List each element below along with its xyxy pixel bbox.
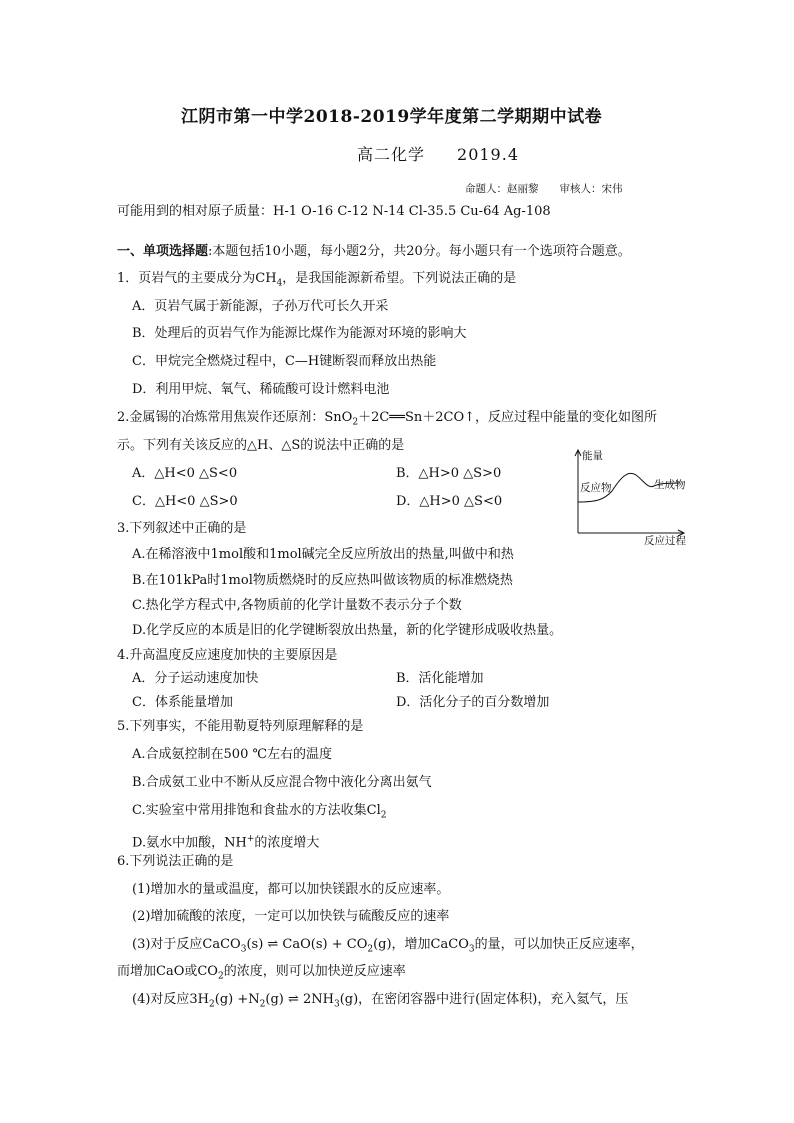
q3-option-a: A.在稀溶液中1mol酸和1mol碱完全反应所放出的热量,叫做中和热 (132, 547, 514, 562)
atomic-masses: 可能用到的相对原子质量：H-1 O-16 C-12 N-14 Cl-35.5 Cu-64 Ag-108 (117, 204, 551, 219)
q6-item-3-l2-sub: 2 (217, 971, 224, 982)
q1-option-b: B．处理后的页岩气作为能源比煤作为能源对环境的影响大 (132, 326, 467, 341)
section1-desc: :本题包括10小题，每小题2分，共20分。每小题只有一个选项符合题意。 (208, 244, 631, 259)
q1-stem-sub: 4 (276, 278, 283, 289)
q6-item-4-t3: (g) ⇌ 2NH (265, 992, 334, 1007)
q6-item-3-line2 (117, 963, 406, 986)
graph-reactant-label: 反应物 (580, 482, 612, 494)
q4-option-b: B．活化能增加 (396, 671, 484, 686)
section1-title: 一、单项选择题 (117, 244, 209, 259)
q2-option-c: C．△H<0 △S>0 (132, 494, 238, 509)
exam-authors (465, 180, 623, 198)
q2-option-d: D．△H>0 △S<0 (396, 494, 503, 509)
q2-stem-line1 (117, 409, 657, 432)
q6-item-4-s1: 2 (209, 999, 215, 1010)
q5-option-c-sub: 2 (380, 810, 387, 821)
q5-stem: 5.下列事实，不能用勒夏特列原理解释的是 (117, 719, 364, 734)
q1-option-c: C．甲烷完全燃烧过程中，C—H键断裂而释放出热能 (132, 354, 437, 369)
q6-item-3-t2: (s) ⇌ CaO(s) + CO (246, 937, 368, 952)
q2-stem-line2: 示。下列有关该反应的△H、△S的说法中正确的是 (117, 438, 405, 453)
q6-item-3-l2-t2: 的浓度，则可以加快逆反应速率 (223, 964, 406, 979)
q5-option-d-text2: 的浓度增大 (254, 835, 320, 851)
q6-item-3 (132, 936, 644, 959)
q6-item-3-s1: 3 (240, 944, 247, 955)
section1-heading (117, 243, 631, 261)
setter-label: 命题人：赵丽黎 (465, 183, 539, 195)
q6-item-3-s2: 2 (367, 944, 374, 955)
exam-date: 2019.4 (457, 145, 519, 164)
q1-stem-text: 1．页岩气的主要成分为CH (117, 271, 277, 286)
q6-item-3-t4: 的量，可以加快正反应速率， (474, 937, 644, 952)
q5-option-d (132, 830, 319, 852)
q6-stem: 6.下列说法正确的是 (117, 854, 234, 869)
q6-item-1: (1)增加水的量或温度，都可以加快镁跟水的反应速率。 (132, 882, 450, 897)
q6-item-4-t4: (g)，在密闭容器中进行(固定体积)，充入氦气，压 (339, 992, 629, 1007)
q1-option-a: A．页岩气属于新能源，子孙万代可长久开采 (132, 299, 389, 314)
q6-item-3-t1: (3)对于反应CaCO (132, 937, 241, 952)
q5-option-d-text: D.氨水中加酸，NH (132, 835, 247, 851)
q6-item-2: (2)增加硫酸的浓度，一定可以加快铁与硫酸反应的速率 (132, 909, 450, 924)
q4-option-d: D．活化分子的百分数增加 (396, 695, 550, 710)
q3-option-b: B.在101kPa时1mol物质燃烧时的反应热叫做该物质的标准燃烧热 (132, 573, 513, 588)
q6-item-4 (132, 991, 628, 1014)
q5-option-c (132, 802, 386, 825)
q2-option-b: B．△H>0 △S>0 (396, 466, 502, 481)
energy-diagram (566, 445, 696, 547)
q5-option-a: A.合成氨控制在500 ℃左右的温度 (132, 747, 333, 762)
q6-item-4-s3: 3 (333, 999, 340, 1010)
graph-ylabel: 能量 (582, 450, 603, 462)
q1-option-d: D．利用甲烷、氧气、稀硫酸可设计燃料电池 (132, 382, 390, 397)
reviewer-label: 审核人：宋伟 (559, 183, 623, 195)
q5-option-c-text: C.实验室中常用排饱和食盐水的方法收集Cl (132, 803, 381, 818)
q6-item-3-t3: (g)，增加CaCO (373, 937, 469, 952)
q2-stem-text2: ＋2C══Sn＋2CO↑，反应过程中能量的变化如图所 (358, 410, 657, 425)
q3-option-c: C.热化学方程式中,各物质前的化学计量数不表示分子个数 (132, 598, 462, 613)
q4-option-a: A．分子运动速度加快 (132, 671, 259, 686)
q3-stem: 3.下列叙述中正确的是 (117, 521, 247, 536)
exam-subject: 高二化学 (357, 145, 426, 164)
q6-item-4-s2: 2 (259, 999, 266, 1010)
q1-stem (117, 270, 516, 293)
q5-option-b: B.合成氨工业中不断从反应混合物中液化分离出氨气 (132, 775, 432, 790)
graph-product-label: 生成物 (654, 479, 686, 491)
q6-item-4-t2: (g) +N (214, 992, 260, 1007)
q2-option-a: A．△H<0 △S<0 (132, 466, 238, 481)
exam-subject-line (357, 146, 519, 164)
q5-option-d-sup: + (246, 834, 255, 844)
q4-stem: 4.升高温度反应速度加快的主要原因是 (117, 648, 338, 663)
q6-item-4-t1: (4)对反应3H (132, 992, 210, 1007)
q3-option-d: D.化学反应的本质是旧的化学键断裂放出热量，新的化学键形成吸收热量。 (132, 623, 563, 638)
exam-title: 江阴市第一中学2018-2019学年度第二学期期中试卷 (181, 107, 603, 127)
q4-option-c: C．体系能量增加 (132, 695, 233, 710)
graph-xlabel: 反应过程 (644, 535, 686, 547)
q2-stem-text: 2.金属锡的冶炼常用焦炭作还原剂：SnO (117, 410, 353, 425)
q6-item-3-l2-t1: 而增加CaO或CO (117, 964, 218, 979)
q2-stem-sub: 2 (352, 417, 359, 428)
q1-stem-text2: ，是我国能源新希望。下列说法正确的是 (282, 271, 517, 286)
q6-item-3-s3: 3 (468, 944, 475, 955)
